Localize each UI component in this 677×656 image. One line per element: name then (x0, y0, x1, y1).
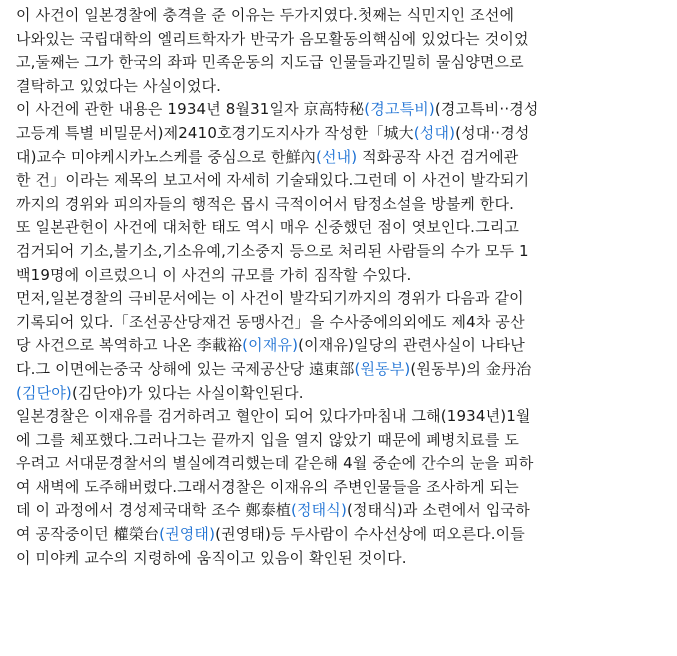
text-line (16, 358, 663, 382)
text-line (16, 429, 663, 453)
text-line (16, 382, 663, 406)
hanja-reading-link[interactable]: (선내) (315, 147, 358, 166)
text-line (16, 146, 663, 170)
text-segment: (김단야)가 있다는 사실이확인된다. (71, 383, 304, 402)
hanja-reading-link[interactable]: (이재유) (242, 336, 299, 355)
text-line (16, 476, 663, 500)
text-line (16, 287, 663, 311)
text-line (16, 28, 663, 52)
text-segment: 다.그 이면에는중국 상해에 있는 국제공산당 遠東部 (16, 359, 355, 378)
text-segment: 고등계 특별 비밀문서)제2410호경기도지사가 작성한「城大 (16, 123, 414, 142)
text-line (16, 240, 663, 264)
text-line (16, 523, 663, 547)
text-line (16, 264, 663, 288)
text-line (16, 98, 663, 122)
text-segment: 에 그를 체포했다.그러나그는 끝까지 입을 열지 않았기 때문에 폐병치료를 도 (16, 430, 520, 449)
text-segment: (이재유)일당의 관련사실이 나타난 (298, 336, 525, 355)
text-segment: (성대··경성 (455, 123, 530, 142)
text-line (16, 193, 663, 217)
text-segment: 나와있는 국립대학의 엘리트학자가 반국가 음모활동의핵심에 있었다는 것이었 (16, 29, 529, 48)
text-segment: 일본경찰은 이재유를 검거하려고 혈안이 되어 있다가마침내 그해(1934년)1월 (16, 407, 531, 426)
text-segment: 이 미야케 교수의 지령하에 움직이고 있음이 확인된 것이다. (16, 548, 407, 567)
text-segment: 이 사건이 일본경찰에 충격을 준 이유는 두가지였다.첫째는 식민지인 조선에 (16, 6, 515, 24)
text-line (16, 452, 663, 476)
text-line (16, 122, 663, 146)
text-line (16, 51, 663, 75)
text-segment: 대)교수 미야케시카노스케를 중심으로 한鮮內 (16, 147, 316, 166)
hanja-reading-link[interactable]: (원동부) (354, 359, 411, 378)
text-line (16, 499, 663, 523)
text-segment: 고,둘째는 그가 한국의 좌파 민족운동의 지도급 인물들과긴밀히 물심양면으로 (16, 53, 524, 72)
text-line (16, 311, 663, 335)
text-segment: 이 사건에 관한 내용은 1934년 8월31일자 京高特秘 (16, 100, 365, 119)
text-segment: (권영태)등 두사람이 수사선상에 떠오른다.이들 (215, 525, 525, 544)
text-segment: 까지의 경위와 피의자들의 행적은 몹시 극적이어서 탐정소설을 방불케 한다. (16, 194, 515, 213)
hanja-reading-link[interactable]: (성대) (413, 123, 456, 142)
hanja-reading-link[interactable]: (경고특비) (364, 100, 435, 119)
text-segment: 한 건」이라는 제목의 보고서에 자세히 기술돼있다.그런데 이 사건이 발각되기 (16, 171, 530, 190)
text-segment: 결탁하고 있었다는 사실이었다. (16, 76, 222, 95)
text-line (16, 169, 663, 193)
text-line (16, 75, 663, 99)
text-segment: 검거되어 기소,불기소,기소유예,기소중지 등으로 처리된 사람들의 수가 모두 1 (16, 241, 529, 260)
text-segment: 여 공작중이던 權榮台 (16, 525, 160, 544)
text-line (16, 334, 663, 358)
text-segment: 여 새벽에 도주해버렸다.그래서경찰은 이재유의 주변인물들을 조사하게 되는 (16, 477, 519, 496)
text-segment: 당 사건으로 복역하고 나온 李載裕 (16, 336, 243, 355)
text-line (16, 405, 663, 429)
text-segment: (정태식)과 소련에서 입국하 (346, 501, 530, 520)
text-segment: 백19명에 이르렀으니 이 사건의 규모를 가히 짐작할 수있다. (16, 265, 412, 284)
text-segment: 적화공작 사건 검거에관 (357, 147, 519, 166)
text-segment: 데 이 과정에서 경성제국대학 조수 鄭泰植 (16, 501, 292, 520)
text-line (16, 547, 663, 571)
text-segment: 먼저,일본경찰의 극비문서에는 이 사건이 발각되기까지의 경위가 다음과 같이 (16, 289, 524, 308)
text-segment: 우려고 서대문경찰서의 별실에격리했는데 같은해 4월 중순에 간수의 눈을 피하 (16, 454, 534, 473)
text-segment: (경고특비··경성 (434, 100, 539, 119)
text-segment: 기록되어 있다.「조선공산당재건 동맹사건」을 수사중에의외에도 제4차 공산 (16, 312, 525, 331)
hanja-reading-link[interactable]: (김단야) (16, 383, 72, 402)
hanja-reading-link[interactable]: (권영태) (159, 525, 216, 544)
text-segment: 또 일본관헌이 사건에 대처한 태도 역시 매우 신중했던 점이 엿보인다.그리고 (16, 218, 520, 237)
text-segment: (원동부)의 金丹冶 (410, 359, 532, 378)
text-line (16, 216, 663, 240)
hanja-reading-link[interactable]: (정태식) (291, 501, 347, 520)
text-line (16, 4, 663, 28)
